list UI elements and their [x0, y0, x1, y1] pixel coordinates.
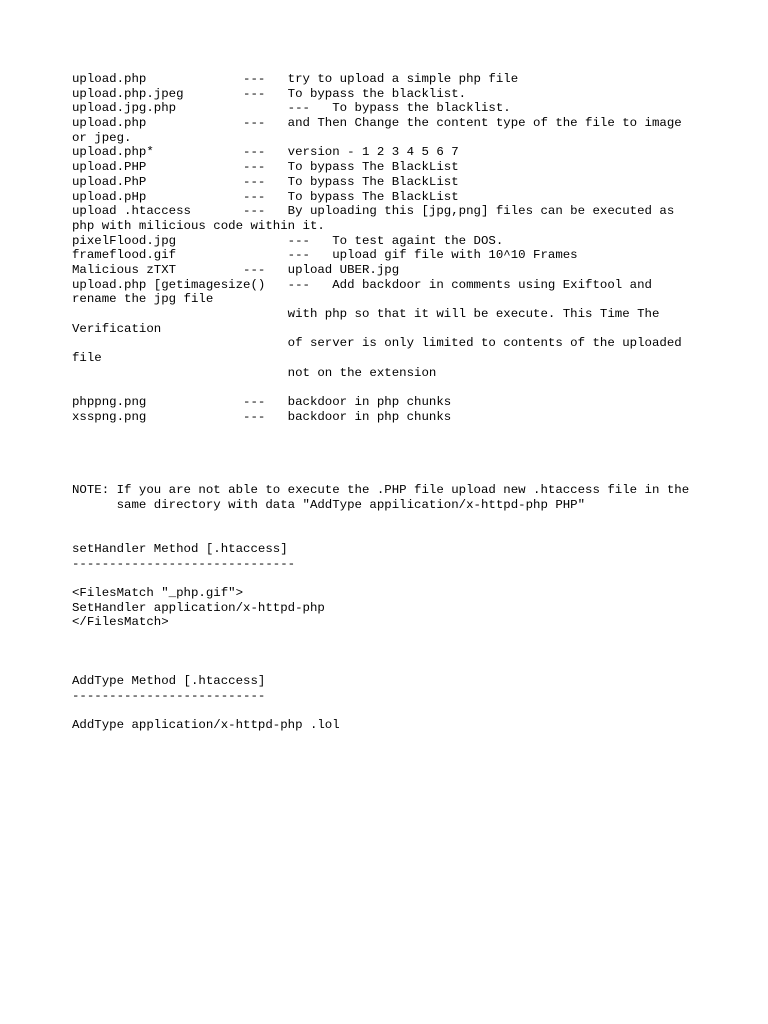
document-body [72, 72, 732, 733]
text-line [72, 439, 732, 454]
text-line: upload.php* --- version - 1 2 3 4 5 6 7 [72, 145, 459, 160]
text-line: ------------------------------ [72, 556, 296, 571]
text-line: Verification [72, 321, 162, 336]
text-line: </FilesMatch> [72, 615, 169, 630]
text-line: xsspng.png --- backdoor in php chunks [72, 409, 452, 424]
text-line: pixelFlood.jpg --- To test againt the DOS. [72, 233, 504, 248]
text-line: same directory with data "AddType appilication/x-httpd-php PHP" [72, 497, 586, 512]
text-line [72, 630, 732, 645]
text-line: upload.jpg.php --- To bypass the blacklist. [72, 101, 511, 116]
text-line: or jpeg. [72, 130, 132, 145]
text-line: with php so that it will be execute. This Time The [72, 307, 660, 321]
text-line [72, 513, 732, 528]
text-line: upload .htaccess --- By uploading this [jpg,png] files can be executed as [72, 204, 675, 219]
text-line: of server is only limited to contents of the uploaded [72, 336, 682, 351]
text-line [72, 454, 732, 469]
text-line: file [72, 351, 102, 366]
text-line [72, 645, 732, 660]
text-line: phppng.png --- backdoor in php chunks [72, 395, 452, 410]
text-line: setHandler Method [.htaccess] [72, 542, 288, 556]
text-line [72, 469, 732, 484]
text-line: php with milicious code within it. [72, 218, 325, 233]
text-line [72, 380, 732, 395]
text-line: upload.php --- and Then Change the content type of the file to image [72, 116, 682, 131]
text-line: upload.php.jpeg --- To bypass the blacklist. [72, 86, 467, 101]
text-line: -------------------------- [72, 688, 266, 703]
text-line [72, 425, 732, 440]
text-line: upload.php [getimagesize() --- Add backdoor in comments using Exiftool and [72, 277, 652, 292]
text-line: NOTE: If you are not able to execute the .PHP file upload new .htaccess file in the [72, 483, 690, 498]
text-line [72, 704, 732, 719]
text-line: <FilesMatch "_php.gif"> [72, 586, 244, 601]
text-line: SetHandler application/x-httpd-php [72, 600, 325, 615]
text-line: upload.pHp --- To bypass The BlackList [72, 189, 459, 204]
text-line: Malicious zTXT --- upload UBER.jpg [72, 262, 400, 277]
text-line: upload.PhP --- To bypass The BlackList [72, 174, 459, 189]
text-line [72, 660, 732, 675]
text-line: rename the jpg file [72, 292, 214, 307]
text-line [72, 571, 732, 586]
text-line: AddType Method [.htaccess] [72, 674, 266, 689]
text-line: not on the extension [72, 365, 437, 380]
text-line: AddType application/x-httpd-php .lol [72, 718, 340, 733]
text-line [72, 527, 732, 542]
text-line: upload.php --- try to upload a simple php file [72, 72, 519, 86]
text-line: upload.PHP --- To bypass The BlackList [72, 160, 459, 175]
text-line: frameflood.gif --- upload gif file with 10^10 Frames [72, 248, 578, 263]
